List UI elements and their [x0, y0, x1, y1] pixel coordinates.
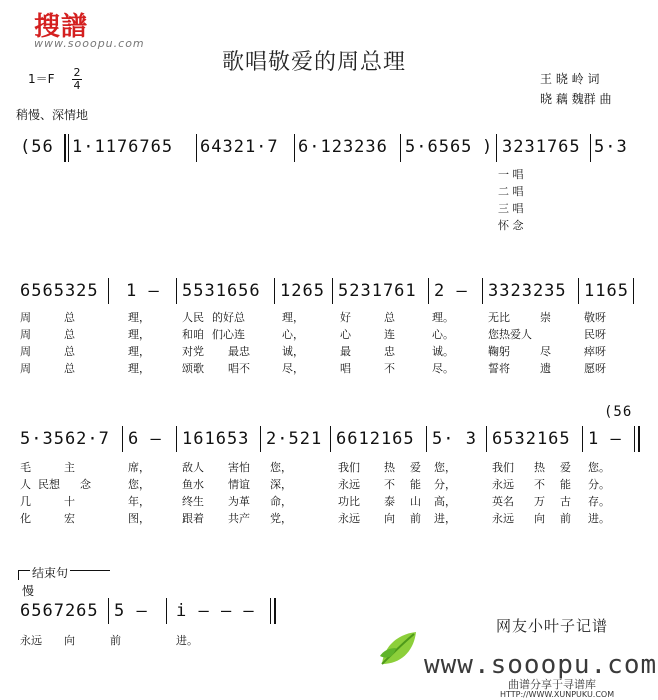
key-signature: 1＝F [28, 72, 55, 86]
s1-measure-6: 5·3 [594, 137, 628, 157]
verse-label-1: 一 唱 [498, 168, 524, 181]
coda-measure-1: 6567265 [20, 601, 99, 621]
s3-measure-1: 5·3562·7 [20, 429, 110, 449]
s1-measure-3: 6·123236 [298, 137, 388, 157]
lyricist-credit: 王 晓 岭 词 [540, 72, 600, 86]
coda-measure-2: 5 – [114, 601, 148, 621]
s3-measure-5: 6612165 [336, 429, 415, 449]
s3-measure-4: 2·521 [266, 429, 323, 449]
verse-label-2: 二 唱 [498, 185, 524, 198]
s2-measure-8: 1165 [584, 281, 629, 301]
tempo-marking: 稍慢、深情地 [16, 108, 89, 122]
time-signature-bottom: 4 [73, 79, 81, 92]
s2-measure-5: 5231761 [338, 281, 417, 301]
s1-measure-4: 5·6565 [405, 137, 473, 157]
s3-measure-3: 161653 [182, 429, 250, 449]
coda-measure-3: i – – – [176, 601, 255, 621]
s2-measure-3: 5531656 [182, 281, 261, 301]
watermark-site: www.sooopu.com [424, 650, 658, 680]
coda-tempo: 慢 [22, 584, 35, 598]
s1-intro-pickup: (56 [20, 137, 54, 157]
s2-measure-7: 3323235 [488, 281, 567, 301]
watermark-url: HTTP://WWW.XUNPUKU.COM [500, 690, 615, 699]
composer-credit: 晓 藕 魏群 曲 [540, 92, 612, 106]
s1-intro-close: ) [482, 137, 494, 157]
coda-lyric-4: 进。 [176, 634, 198, 647]
s2-measure-2: 1 – [126, 281, 160, 301]
coda-lyric-2: 向 [64, 634, 75, 647]
s1-measure-1: 1·1176765 [72, 137, 174, 157]
s2-measure-4: 1265 [280, 281, 325, 301]
page-title: 歌唱敬爱的周总理 [222, 50, 407, 75]
leaf-logo-icon [376, 628, 420, 672]
time-signature [72, 67, 82, 92]
s3-measure-6: 5· 3 [432, 429, 477, 449]
coda-lyric-1: 永远 [20, 634, 42, 647]
s2-measure-6: 2 – [434, 281, 468, 301]
s1-measure-5: 3231765 [502, 137, 581, 157]
verse-label-4: 怀 念 [498, 219, 524, 232]
coda-label: 结束句 [32, 566, 69, 580]
site-logo-text: 搜譜 [34, 12, 89, 42]
coda-lyric-3: 前 [110, 634, 121, 647]
transcriber-credit: 网友小叶子记谱 [496, 617, 609, 635]
site-logo-url: www.sooopu.com [34, 37, 145, 50]
verse-label-3: 三 唱 [498, 202, 524, 215]
watermark-share-text: 曲谱分享于寻谱库 [508, 678, 596, 691]
s1-measure-2: 64321·7 [200, 137, 279, 157]
s3-repeat-pickup: (56 [604, 404, 633, 420]
s2-measure-1: 6565325 [20, 281, 99, 301]
s3-measure-8: 1 – [588, 429, 622, 449]
s3-measure-7: 6532165 [492, 429, 571, 449]
s3-measure-2: 6 – [128, 429, 162, 449]
time-signature-top: 2 [73, 66, 81, 79]
